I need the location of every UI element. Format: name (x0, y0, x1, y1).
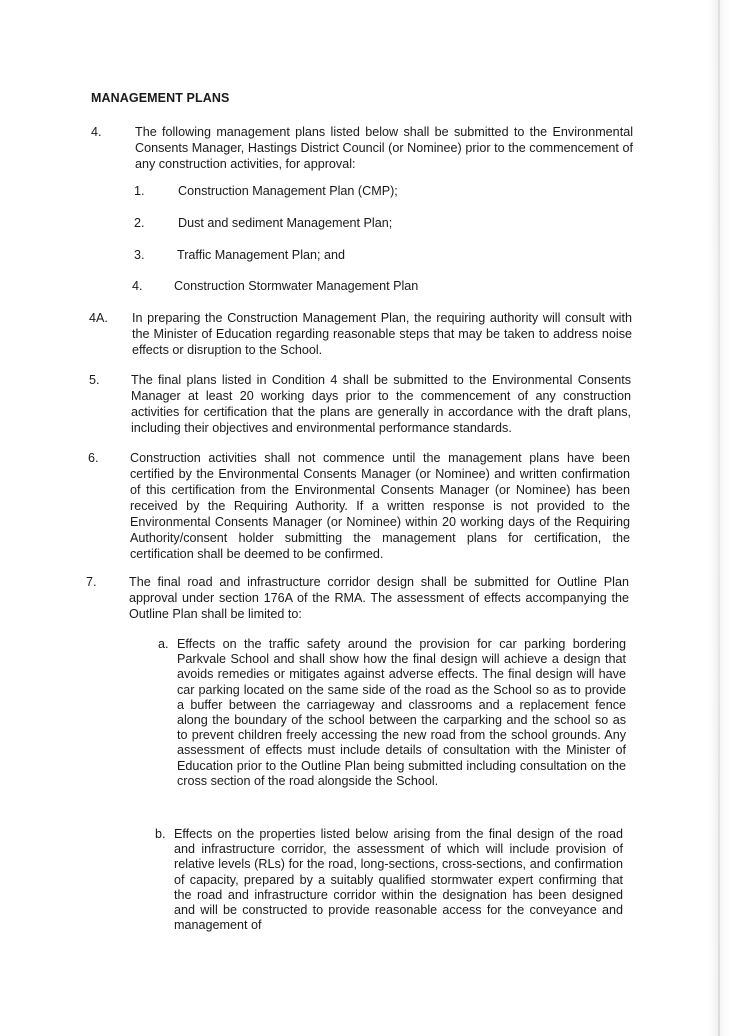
plan-number: 2. (134, 216, 145, 230)
plan-number: 4. (132, 279, 143, 293)
condition-number: 7. (86, 575, 97, 589)
item-text: Effects on the traffic safety around the provision for car parking bordering Parkvale School and shall show how the final design will achieve a design that avoids remedies or mitigates against adverse effects. The final design will have car parking located on the same side of the road as the School so as to provide a buffer between the carriageway and classrooms and a replacement fence along the boundary of the school between the carparking and the school so as to prevent children freely accessing the new road from the school grounds. Any assessment of effects must include details of consultation with the Minister of Education prior to the Outline Plan being submitted including consultation on the cross section of the road alongside the School. (177, 637, 626, 788)
item-text: Effects on the properties listed below arising from the final design of the road and infrastructure corridor, the assessment of which will include provision of relative levels (RLs) for the road, long-sections, cross-sections, and confirmation of capacity, prepared by a suitably qualified stormwater expert confirming that the road and infrastructure corridor within the designation has been designed and will be constructed to provide reasonable access for the conveyance and management of (174, 827, 623, 933)
condition-text: Construction activities shall not commence until the management plans have been certified by the Environmental Consents Manager (or Nominee) and written confirmation of this certification from the Environmental Consents Manager (or Nominee) has been received by the Requiring Authority. If a written response is not provided to the Environmental Consents Manager (or Nominee) within 20 working days of the Requiring Authority/consent holder submitting the management plans for certification, the certification shall be deemed to be confirmed. (130, 451, 630, 561)
condition-number: 4. (91, 125, 102, 139)
plan-label: Traffic Management Plan; and (177, 248, 346, 262)
condition-number: 5. (89, 373, 100, 387)
condition-text: In preparing the Construction Management Plan, the requiring authority will consult with the Minister of Education regarding reasonable steps that may be taken to address noise effects or disruption to the School. (132, 311, 632, 357)
plan-number: 3. (134, 248, 145, 262)
condition-text: The final plans listed in Condition 4 shall be submitted to the Environmental Consents Manager at least 20 working days prior to the commencement of any construction activities for certification that the plans are generally in accordance with the draft plans, including their objectives and environmental performance standards. (131, 373, 631, 435)
plan-label: Construction Stormwater Management Plan (174, 279, 419, 293)
condition-number: 4A. (89, 311, 108, 325)
condition-text: The following management plans listed below shall be submitted to the Environmental Consents Manager, Hastings District Council (or Nominee) prior to the commencement of any construction activities, for approval: (135, 125, 633, 171)
condition-number: 6. (88, 451, 99, 465)
condition-text: The final road and infrastructure corridor design shall be submitted for Outline Plan approval under section 176A of the RMA. The assessment of effects accompanying the Outline Plan shall be limited to: (129, 575, 629, 621)
item-letter: b. (155, 827, 166, 841)
plan-label: Dust and sediment Management Plan; (178, 216, 393, 230)
plan-number: 1. (134, 184, 145, 198)
plan-label: Construction Management Plan (CMP); (178, 184, 398, 198)
item-letter: a. (158, 637, 169, 651)
page-edge-shadow (718, 0, 720, 1036)
section-heading: MANAGEMENT PLANS (91, 91, 230, 105)
